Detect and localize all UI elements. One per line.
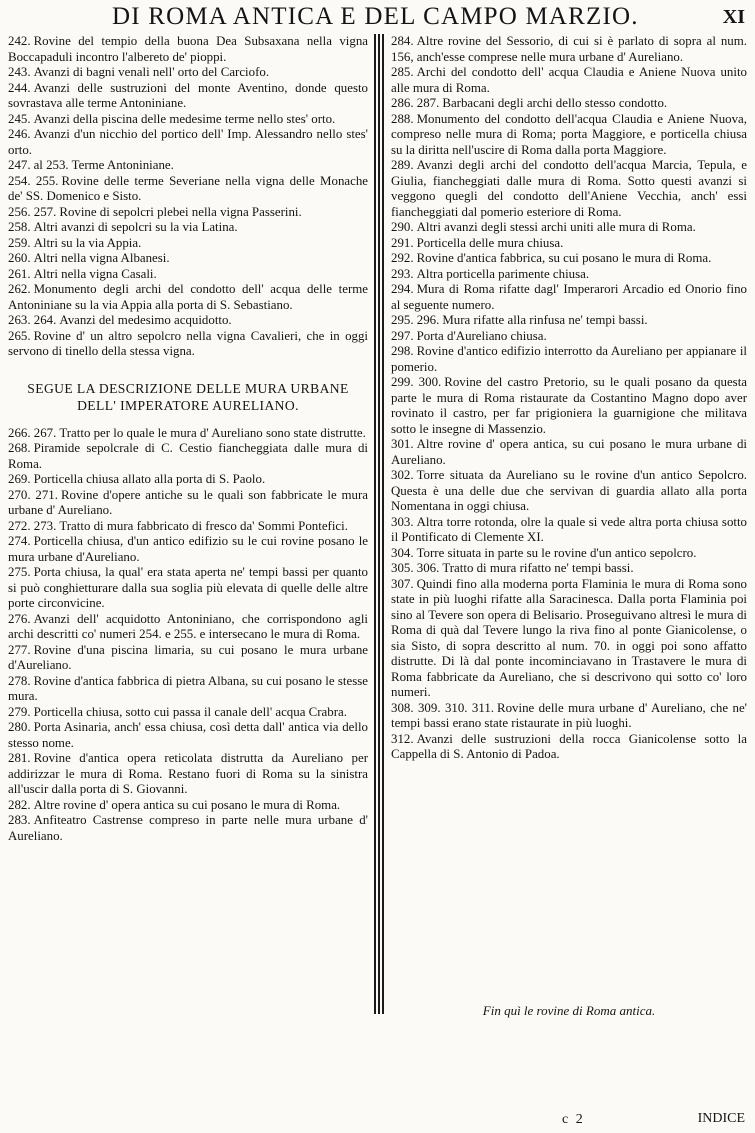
entry-text: Altri nella vigna Albanesi. bbox=[33, 251, 170, 265]
entry-text: Altre rovine d' opera antica, su cui posano le mura urbane di Aureliano. bbox=[391, 437, 747, 467]
entry-number: 272. 273. bbox=[8, 518, 57, 533]
entry-number: 293. bbox=[391, 266, 414, 281]
ruin-entry bbox=[391, 158, 747, 220]
entry-text: Porticella chiusa, d'un antico edifizio su le cui rovine posano le mura urbane d'Aureliano. bbox=[8, 534, 368, 564]
entry-number: 260. bbox=[8, 251, 31, 265]
entry-number: 282. bbox=[8, 797, 31, 812]
ruin-entry bbox=[8, 705, 368, 721]
ruin-entry bbox=[391, 282, 747, 313]
entry-number: 305. 306. bbox=[391, 561, 440, 575]
ruin-entry bbox=[8, 813, 368, 844]
entry-text: Rovine d'opere antiche su le quali son fabbricate le mura urbane d' Aureliano. bbox=[8, 487, 368, 517]
entry-text: Avanzi d'un nicchio del portico dell' Imp. Alessandro nello stes' orto. bbox=[8, 127, 368, 157]
entry-number: 278. bbox=[8, 673, 31, 688]
entry-text: Piramide sepolcrale di C. Cestio fiancheggiata dalle mura di Roma. bbox=[8, 441, 368, 471]
entry-number: 254. 255. bbox=[8, 173, 59, 188]
entry-number: 286. 287. bbox=[391, 96, 440, 110]
entry-text: Porticella delle mura chiusa. bbox=[416, 235, 564, 250]
ruin-entry bbox=[8, 220, 368, 236]
column-rule bbox=[374, 34, 376, 1014]
ruin-entry bbox=[8, 565, 368, 612]
entry-number: 244. bbox=[8, 80, 31, 95]
ruin-entry bbox=[8, 751, 368, 798]
entry-number: 243. bbox=[8, 65, 31, 79]
entry-number: 290. bbox=[391, 220, 414, 234]
entry-number: 304. bbox=[391, 545, 414, 560]
entry-text: Porta chiusa, la qual' era stata aperta ne' tempi bassi per quanto si può conghietturare dalla sua soglia più elevata di quelle delle altre porte circonvicine. bbox=[8, 565, 368, 610]
column-rule bbox=[382, 34, 384, 1014]
entry-number: 298. bbox=[391, 344, 414, 358]
entry-text: Avanzi delle sustruzioni della rocca Gianicolense sotto la Cappella di S. Antonio di Padoa. bbox=[391, 731, 747, 761]
section-heading: SEGUE LA DESCRIZIONE DELLE MURA URBANE DELL' IMPERATORE AURELIANO. bbox=[27, 380, 349, 413]
entry-number: 276. bbox=[8, 611, 31, 626]
entry-text: Tratto per lo quale le mura d' Aureliano sono state distrutte. bbox=[59, 425, 366, 440]
ruin-entry bbox=[391, 267, 747, 283]
catchword: INDICE bbox=[697, 1111, 745, 1126]
entry-number: 295. 296. bbox=[391, 313, 440, 327]
entry-text: Altra torre rotonda, olre la quale si vede altra porta chiusa sotto il Pontificato di Clemente XI. bbox=[391, 514, 747, 544]
entry-number: 274. bbox=[8, 534, 31, 548]
entry-number: 312. bbox=[391, 731, 414, 746]
ruin-entry bbox=[391, 313, 747, 329]
ruin-entry bbox=[391, 437, 747, 468]
ruin-entry bbox=[391, 112, 747, 159]
entry-text: Avanzi degli archi del condotto dell'acqua Marcia, Tepula, e Giulia, fiancheggiati dalle mura di Roma. Sotto questi avanzi si veggono quegli del condotto dell'Aniene Vecchia, anch' essi fiancheggiati dal pomerio esteriore di Roma. bbox=[391, 158, 747, 219]
entry-text: Rovine di sepolcri plebei nella vigna Passerini. bbox=[59, 204, 302, 219]
entry-number: 285. bbox=[391, 65, 414, 79]
entry-number: 297. bbox=[391, 328, 414, 343]
entry-text: Rovine delle mura urbane d' Aureliano, che ne' tempi bassi erano state ristaurate in più luoghi. bbox=[391, 700, 747, 730]
entry-text: Rovine d'antica opera reticolata distrutta da Aureliano per addirizzar le mura di Roma. Restano fuori di Roma su la sinistra all'uscir dalla porta di S. Giovanni. bbox=[8, 751, 368, 796]
entry-text: Porticella chiusa allato alla porta di S. Paolo. bbox=[33, 472, 266, 486]
entry-text: Quindi fino alla moderna porta Flaminia le mura di Roma sono state in più luoghi rifatte alla Saracinesca. Dalla porta Flaminia poi sino al Tevere son opera di Belisario. Proseguivano altresì le mura di Roma di quà dal Tevere lungo la riva fino al ponte Gianicolense, o sia Sisto, di sopra descritto al num. 70. in oggi poi sono affatto distrutte. Di là dal ponte incominciavano in Trastavere le mura di Roma fabbricate da Aureliano, che si descrivono qui sotto co' loro numeri. bbox=[391, 576, 747, 699]
entry-text: al 253. Terme Antoniniane. bbox=[33, 158, 174, 172]
section-gap bbox=[8, 360, 368, 380]
entry-number: 283. bbox=[8, 813, 31, 827]
entry-number: 303. bbox=[391, 514, 414, 529]
entry-number: 242. bbox=[8, 34, 31, 48]
entry-text: Torre situata da Aureliano su le rovine d'un antico Sepolcro. Questa è una delle due che servivan di guardia allato alla porta Nomentana in oggi chiusa. bbox=[391, 468, 747, 513]
ruin-entry bbox=[8, 472, 368, 488]
left-column bbox=[8, 34, 368, 844]
ruin-entry bbox=[8, 236, 368, 252]
entry-text: Monumento degli archi del condotto dell' acqua delle terme Antoniniane su la via Appia alla porta di S. Sebastiano. bbox=[8, 282, 368, 312]
entry-text: Altre rovine del Sessorio, di cui si è parlato di sopra al num. 156, anch'esse comprese nelle mura urbane d' Aureliano. bbox=[391, 34, 747, 64]
entry-text: Rovine d' un altro sepolcro nella vigna Cavalieri, che in oggi servono di tinello della stessa vigna. bbox=[8, 328, 368, 358]
entry-text: Avanzi delle sustruzioni del monte Aventino, donde questo sovrastava alle terme Antoniniane. bbox=[8, 80, 368, 110]
ruin-entry bbox=[8, 112, 368, 128]
ruin-entry bbox=[8, 158, 368, 174]
signature-mark: c 2 bbox=[562, 1112, 585, 1127]
entry-number: 247. bbox=[8, 158, 31, 172]
entry-text: Avanzi della piscina delle medesime terme nello stes' orto. bbox=[33, 111, 336, 126]
ruin-entry bbox=[8, 534, 368, 565]
entry-text: Tratto di mura rifatto ne' tempi bassi. bbox=[442, 561, 634, 575]
ruin-entry bbox=[391, 468, 747, 515]
entry-text: Altri nella vigna Casali. bbox=[33, 266, 157, 281]
ruin-entry bbox=[391, 65, 747, 96]
ruin-entry bbox=[8, 267, 368, 283]
column-rule bbox=[378, 34, 380, 1014]
page-number: XI bbox=[722, 6, 745, 28]
ruin-entry bbox=[8, 65, 368, 81]
entry-number: 268. bbox=[8, 441, 31, 455]
entry-number: 269. bbox=[8, 472, 31, 486]
ruin-entry bbox=[8, 81, 368, 112]
entry-text: Rovine del castro Pretorio, su le quali posano da questa parte le mura di Roma ristaurate da Costantino Magno dopo aver rovinato il castro, per far prigioniera la guarnigione che militava sotto le insegne di Massenzio. bbox=[391, 375, 747, 436]
entry-text: Altra porticella parimente chiusa. bbox=[416, 266, 590, 281]
entry-number: 292. bbox=[391, 251, 414, 265]
entry-text: Altri avanzi degli stessi archi uniti alle mura di Roma. bbox=[416, 220, 696, 234]
ruin-entry bbox=[8, 441, 368, 472]
entry-number: 291. bbox=[391, 235, 414, 250]
entry-number: 288. bbox=[391, 111, 414, 126]
entry-number: 301. bbox=[391, 437, 414, 451]
entry-number: 284. bbox=[391, 34, 414, 48]
running-title: DI ROMA ANTICA E DEL CAMPO MARZIO. bbox=[112, 3, 639, 30]
entry-number: 259. bbox=[8, 235, 31, 250]
entry-number: 289. bbox=[391, 158, 414, 172]
entry-text: Barbacani degli archi dello stesso condotto. bbox=[442, 96, 668, 110]
entry-number: 280. bbox=[8, 720, 31, 734]
entry-number: 245. bbox=[8, 111, 31, 126]
entry-text: Porticella chiusa, sotto cui passa il canale dell' acqua Crabra. bbox=[33, 704, 347, 719]
ruin-entry bbox=[391, 375, 747, 437]
ruin-entry bbox=[391, 344, 747, 375]
entry-number: 266. 267. bbox=[8, 425, 57, 440]
ruin-entry bbox=[391, 34, 747, 65]
ruin-entry bbox=[8, 251, 368, 267]
entry-text: Rovine delle terme Severiane nella vigna delle Monache de' SS. Domenico e Sisto. bbox=[8, 173, 369, 203]
entry-text: Mura rifatte alla rinfusa ne' tempi bassi. bbox=[442, 313, 648, 327]
ruin-entry bbox=[8, 798, 368, 814]
ruin-entry bbox=[8, 174, 368, 205]
entry-number: 262. bbox=[8, 282, 31, 296]
ruin-entry bbox=[391, 561, 747, 577]
ruin-entry bbox=[8, 519, 368, 535]
ruin-entry bbox=[391, 251, 747, 267]
entry-text: Rovine del tempio della buona Dea Subsaxana nella vigna Boccapaduli incontro l'albereto de' pioppi. bbox=[8, 34, 368, 64]
ruin-entry bbox=[8, 205, 368, 221]
ruin-entry bbox=[391, 220, 747, 236]
entry-text: Altri avanzi di sepolcri su la via Latina. bbox=[33, 220, 238, 234]
ruin-entry bbox=[8, 34, 368, 65]
entry-number: 302. bbox=[391, 468, 414, 482]
entry-number: 279. bbox=[8, 704, 31, 719]
entry-number: 299. 300. bbox=[391, 375, 442, 389]
ruin-entry bbox=[391, 236, 747, 252]
ruin-entry bbox=[8, 612, 368, 643]
ruin-entry bbox=[391, 96, 747, 112]
right-column bbox=[391, 34, 747, 763]
entry-text: Avanzi di bagni venali nell' orto del Carciofo. bbox=[33, 65, 270, 79]
entry-text: Avanzi del medesimo acquidotto. bbox=[59, 313, 232, 327]
ruin-entry bbox=[8, 488, 368, 519]
entry-text: Monumento del condotto dell'acqua Claudia e Aniene Nuova, compreso nelle mura di Roma; porta Maggiore, e porticella chiusa su la diritta nell'uscire di Roma dalla porta Maggiore. bbox=[391, 111, 747, 157]
entry-number: 275. bbox=[8, 565, 31, 579]
entry-number: 261. bbox=[8, 266, 31, 281]
ruin-entry bbox=[391, 732, 747, 763]
entry-text: Rovine d'antica fabbrica di pietra Albana, su cui posano le stesse mura. bbox=[8, 673, 368, 703]
entry-number: 294. bbox=[391, 282, 414, 296]
entry-text: Altri su la via Appia. bbox=[33, 235, 142, 250]
entry-text: Torre situata in parte su le rovine d'un antico sepolcro. bbox=[416, 545, 697, 560]
entry-number: 246. bbox=[8, 127, 31, 141]
entry-text: Altre rovine d' opera antica su cui posano le mura di Roma. bbox=[33, 797, 341, 812]
entry-text: Archi del condotto dell' acqua Claudia e Aniene Nuova unito alle mura di Roma. bbox=[391, 65, 747, 95]
ruin-entry bbox=[8, 313, 368, 329]
entry-text: Porta d'Aureliano chiusa. bbox=[416, 328, 547, 343]
ruin-entry bbox=[8, 643, 368, 674]
ruin-entry bbox=[391, 329, 747, 345]
entry-number: 258. bbox=[8, 220, 31, 234]
entry-text: Avanzi dell' acquidotto Antoniniano, che corrispondono agli archi descritti co' numeri 254. e 255. e intersecano le mura di Roma. bbox=[8, 611, 368, 641]
entry-text: Anfiteatro Castrense compreso in parte nelle mura urbane d' Aureliano. bbox=[8, 813, 368, 843]
entry-number: 308. 309. 310. 311. bbox=[391, 700, 495, 715]
entry-number: 256. 257. bbox=[8, 204, 57, 219]
entry-text: Tratto di mura fabbricato di fresco da' Sommi Pontefici. bbox=[59, 518, 348, 533]
ruin-entry bbox=[391, 515, 747, 546]
ruin-entry bbox=[8, 674, 368, 705]
closing-line: Fin quì le rovine di Roma antica. bbox=[482, 1003, 656, 1018]
ruin-entry bbox=[391, 701, 747, 732]
ruin-entry bbox=[8, 426, 368, 442]
entry-text: Porta Asinaria, anch' essa chiusa, così detta dall' antica via dello stesso nome. bbox=[8, 720, 368, 750]
entry-number: 263. 264. bbox=[8, 313, 57, 327]
entry-number: 277. bbox=[8, 642, 31, 657]
ruin-entry bbox=[8, 282, 368, 313]
entry-text: Mura di Roma rifatte dagl' Imperarori Arcadio ed Onorio fino al seguente numero. bbox=[391, 282, 747, 312]
ruin-entry bbox=[8, 720, 368, 751]
ruin-entry bbox=[8, 127, 368, 158]
entry-text: Rovine d'antico edifizio interrotto da Aureliano per appianare il pomerio. bbox=[391, 344, 747, 374]
entry-number: 270. 271. bbox=[8, 487, 58, 502]
ruin-entry bbox=[391, 546, 747, 562]
entry-number: 307. bbox=[391, 576, 414, 591]
ruin-entry bbox=[391, 577, 747, 701]
entry-text: Rovine d'antica fabbrica, su cui posano le mura di Roma. bbox=[416, 251, 712, 265]
ruin-entry bbox=[8, 329, 368, 360]
entry-number: 281. bbox=[8, 751, 31, 765]
entry-text: Rovine d'una piscina limaria, su cui posano le mura urbane d'Aureliano. bbox=[8, 642, 368, 672]
entry-number: 265. bbox=[8, 328, 31, 343]
